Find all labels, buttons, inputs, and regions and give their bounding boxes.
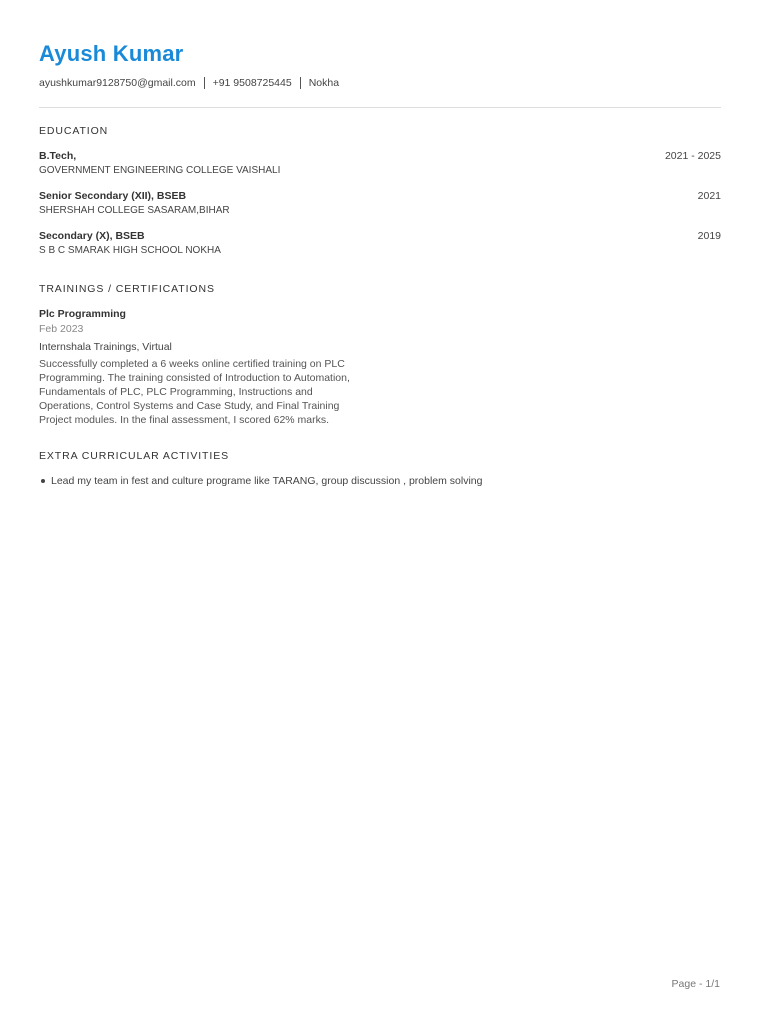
training-date: Feb 2023 [39, 323, 84, 335]
location-text: Nokha [308, 77, 340, 89]
list-item-text: Lead my team in fest and culture programe like TARANG, group discussion , problem solving [51, 475, 483, 487]
education-entry [39, 189, 721, 218]
training-organization: Internshala Trainings, Virtual [39, 341, 172, 353]
candidate-name: Ayush Kumar [39, 41, 184, 66]
resume-page [39, 40, 721, 488]
trainings-section-title: TRAININGS / CERTIFICATIONS [39, 283, 215, 295]
page-number: Page - 1/1 [671, 978, 720, 990]
contact-separator [204, 77, 205, 89]
education-section-title: EDUCATION [39, 125, 109, 137]
education-years: 2021 [697, 190, 721, 202]
education-years: 2019 [697, 230, 721, 242]
email-text: ayushkumar9128750@gmail.com [39, 77, 196, 89]
bullet-icon [41, 479, 45, 483]
education-school: SHERSHAH COLLEGE SASARAM,BIHAR [39, 205, 230, 216]
training-description: Successfully completed a 6 weeks online certified training on PLC Programming. The training consisted of Introduction to Automation, Fundamentals of PLC, PLC Programming, Instructions and Operations, Control Systems and Case Study, and Final Training Project modules. In the final assessment, I scored 62% marks. [39, 358, 350, 426]
phone-text: +91 9508725445 [212, 77, 292, 89]
list-item [39, 474, 721, 488]
education-school: GOVERNMENT ENGINEERING COLLEGE VAISHALI [39, 165, 281, 176]
contact-separator [300, 77, 301, 89]
training-entry [39, 307, 721, 427]
extracurricular-section-title: EXTRA CURRICULAR ACTIVITIES [39, 450, 229, 462]
education-entry [39, 229, 721, 258]
header-divider [39, 107, 721, 108]
education-degree: Senior Secondary (XII), BSEB [39, 190, 187, 202]
education-school: S B C SMARAK HIGH SCHOOL NOKHA [39, 245, 221, 256]
education-degree: Secondary (X), BSEB [39, 230, 145, 242]
extracurricular-list [39, 474, 721, 488]
education-degree: B.Tech, [39, 150, 77, 162]
education-entry [39, 149, 721, 178]
education-years: 2021 - 2025 [664, 150, 721, 162]
contact-line [39, 76, 721, 90]
training-name: Plc Programming [39, 308, 126, 320]
